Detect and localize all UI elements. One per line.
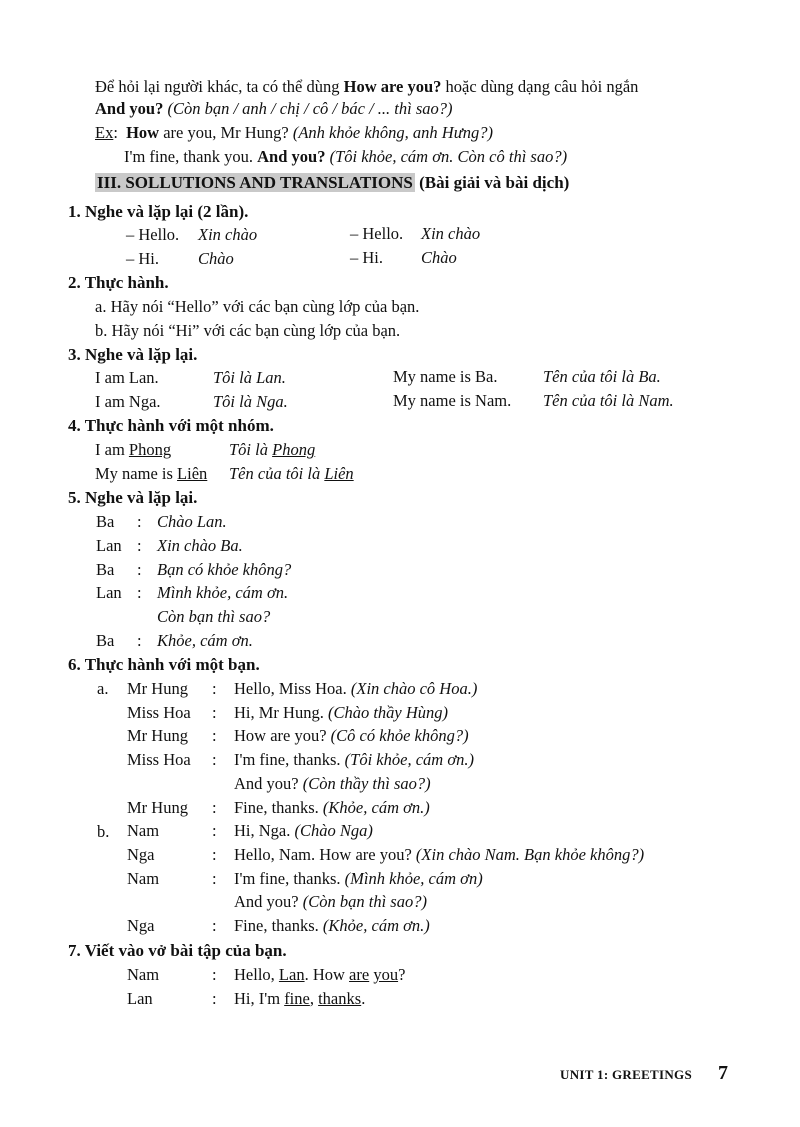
dialogue-speaker: Mr Hung <box>127 726 188 746</box>
dialogue-line: Khỏe, cám ơn. <box>157 631 253 650</box>
dialogue-colon: : <box>212 679 217 698</box>
dialogue-speaker: Mr Hung <box>127 797 188 817</box>
dialogue-line <box>234 869 483 889</box>
exercise-1-heading: 1. Nghe và lặp lại (2 lần). <box>68 202 249 221</box>
ex6-part-b: b. <box>97 822 110 841</box>
dialogue-translation: (Xin chào Nam. Bạn khỏe không?) <box>415 844 645 864</box>
dialogue-speaker: Lan <box>96 583 122 603</box>
dialogue-english: Fine, thanks. <box>234 916 323 935</box>
dialogue-speaker: Ba <box>96 512 115 531</box>
dialogue-speaker: Nga <box>127 844 155 864</box>
ex7-r2-colon: : <box>212 989 217 1008</box>
dialogue-speaker: Nam <box>127 868 160 888</box>
dialogue-line: Mình khỏe, cám ơn. <box>157 583 289 603</box>
ex7-r1-speaker: Nam <box>127 965 160 984</box>
dialogue-translation: (Khỏe, cám ơn.) <box>322 797 430 817</box>
dialogue-colon: : <box>212 916 217 935</box>
dialogue-line: Chào Lan. <box>157 512 227 531</box>
ex1-r2d: Chào <box>421 248 457 267</box>
ex2-a: a. Hãy nói “Hello” với các bạn cùng lớp của bạn. <box>95 297 420 316</box>
dialogue-speaker: Lan <box>96 535 122 555</box>
dialogue-colon: : <box>212 797 217 817</box>
dialogue-line <box>234 916 430 936</box>
ex3-r2b: Tôi là Nga. <box>213 392 288 411</box>
dialogue-english: Hi, Mr Hung. <box>234 702 328 722</box>
ex1-r2c: – Hi. <box>350 248 383 267</box>
dialogue-translation: (Xin chào cô Hoa.) <box>350 679 478 698</box>
dialogue-speaker: Ba <box>96 559 115 579</box>
section-heading: III. SOLLUTIONS AND TRANSLATIONS (Bài giải và bài dịch) <box>97 173 570 192</box>
dialogue-translation: (Còn thầy thì sao?) <box>302 773 431 793</box>
dialogue-colon: : <box>137 512 142 531</box>
dialogue-colon: : <box>137 535 142 555</box>
ex3-r1b: Tôi là Lan. <box>213 368 286 387</box>
dialogue-line <box>234 892 427 912</box>
dialogue-line <box>234 679 477 699</box>
dialogue-translation: (Mình khỏe, cám ơn) <box>344 868 483 888</box>
exercise-3-heading: 3. Nghe và lặp lại. <box>68 345 198 364</box>
dialogue-english: And you? <box>234 892 303 912</box>
dialogue-english: Hi, Nga. <box>234 821 295 841</box>
dialogue-english: And you? <box>234 773 303 793</box>
dialogue-line <box>234 774 431 794</box>
dialogue-line <box>234 750 474 770</box>
dialogue-translation: (Chào Nga) <box>294 821 373 841</box>
dialogue-line <box>234 703 448 723</box>
dialogue-line <box>234 726 469 746</box>
exercise-7-heading: 7. Viết vào vở bài tập của bạn. <box>68 941 287 960</box>
ex3-r1d: Tên của tôi là Ba. <box>543 367 661 386</box>
ex1-r1a: – Hello. <box>126 225 180 244</box>
ex7-r1-text: Hello, Lan. How are you? <box>234 965 406 984</box>
ex1-r1d: Xin chào <box>421 224 481 243</box>
ex4-r2a: My name is Liên <box>95 464 208 483</box>
dialogue-translation: (Khỏe, cám ơn.) <box>322 916 430 935</box>
ex4-r1a: I am Phong <box>95 440 172 459</box>
dialogue-speaker: Nam <box>127 821 160 841</box>
ex3-r2d: Tên của tôi là Nam. <box>543 391 674 410</box>
dialogue-colon: : <box>137 559 142 579</box>
dialogue-colon: : <box>137 583 142 603</box>
dialogue-line <box>234 798 430 818</box>
dialogue-english: I'm fine, thanks. <box>234 750 345 770</box>
dialogue-english: How are you? <box>234 726 331 746</box>
dialogue-colon: : <box>212 726 217 746</box>
ex3-r2a: I am Nga. <box>95 392 161 411</box>
dialogue-speaker: Nga <box>127 916 155 935</box>
ex3-r2c: My name is Nam. <box>393 391 512 410</box>
dialogue-translation: (Tôi khỏe, cám ơn.) <box>344 750 474 770</box>
ex6-part-a: a. <box>97 679 109 698</box>
dialogue-colon: : <box>137 631 142 650</box>
dialogue-english: Hello, Nam. How are you? <box>234 844 416 864</box>
dialogue-line: Xin chào Ba. <box>157 535 243 555</box>
ex2-b: b. Hãy nói “Hi” với các bạn cùng lớp của bạn. <box>95 321 401 340</box>
dialogue-translation: (Chào thầy Hùng) <box>327 702 449 722</box>
dialogue-line <box>234 821 373 841</box>
unit-title: UNIT 1: GREETINGS <box>560 1067 693 1082</box>
intro-line-1: Để hỏi lại người khác, ta có thể dùng How are you? hoặc dùng dạng câu hỏi ngắn <box>95 77 639 96</box>
ex1-r1c: – Hello. <box>350 224 404 243</box>
ex4-r1b: Tôi là Phong <box>229 440 316 459</box>
dialogue-line: Bạn có khỏe không? <box>157 559 292 579</box>
page-number: 7 <box>718 1062 729 1084</box>
dialogue-colon: : <box>212 844 217 864</box>
dialogue-colon: : <box>212 821 217 841</box>
page-footer <box>560 1062 728 1085</box>
ex7-r2-speaker: Lan <box>127 989 153 1008</box>
ex1-r2b: Chào <box>198 249 234 268</box>
dialogue-colon: : <box>212 868 217 888</box>
exercise-5-heading: 5. Nghe và lặp lại. <box>68 488 198 507</box>
dialogue-speaker: Miss Hoa <box>127 750 191 770</box>
dialogue-speaker: Ba <box>96 631 115 650</box>
dialogue-translation: (Cô có khỏe không?) <box>330 726 469 746</box>
ex4-r2b: Tên của tôi là Liên <box>229 464 354 483</box>
exercise-6-heading: 6. Thực hành với một bạn. <box>68 655 260 674</box>
example-line-2: I'm fine, thank you. And you? (Tôi khỏe, cám ơn. Còn cô thì sao?) <box>124 147 568 166</box>
exercise-2-heading: 2. Thực hành. <box>68 273 169 292</box>
exercise-4-heading: 4. Thực hành với một nhóm. <box>68 416 274 435</box>
intro-line-2: And you? (Còn bạn / anh / chị / cô / bác / ... thì sao?) <box>95 99 453 118</box>
ex7-r1-colon: : <box>212 965 217 984</box>
dialogue-line: Còn bạn thì sao? <box>157 607 271 627</box>
dialogue-translation: (Còn bạn thì sao?) <box>302 892 427 912</box>
ex3-r1c: My name is Ba. <box>393 367 498 386</box>
dialogue-speaker: Mr Hung <box>127 679 188 698</box>
ex1-r2a: – Hi. <box>126 249 159 268</box>
ex1-r1b: Xin chào <box>198 225 258 244</box>
ex7-r2-text: Hi, I'm fine, thanks. <box>234 989 366 1008</box>
dialogue-line <box>234 845 644 865</box>
dialogue-colon: : <box>212 750 217 770</box>
dialogue-speaker: Miss Hoa <box>127 702 191 722</box>
dialogue-english: I'm fine, thanks. <box>234 868 345 888</box>
dialogue-english: Hello, Miss Hoa. <box>234 679 351 698</box>
dialogue-colon: : <box>212 702 217 722</box>
dialogue-english: Fine, thanks. <box>234 797 323 817</box>
ex3-r1a: I am Lan. <box>95 368 159 387</box>
example-line-1: Ex: How are you, Mr Hung? (Anh khỏe không, anh Hưng?) <box>95 123 493 142</box>
